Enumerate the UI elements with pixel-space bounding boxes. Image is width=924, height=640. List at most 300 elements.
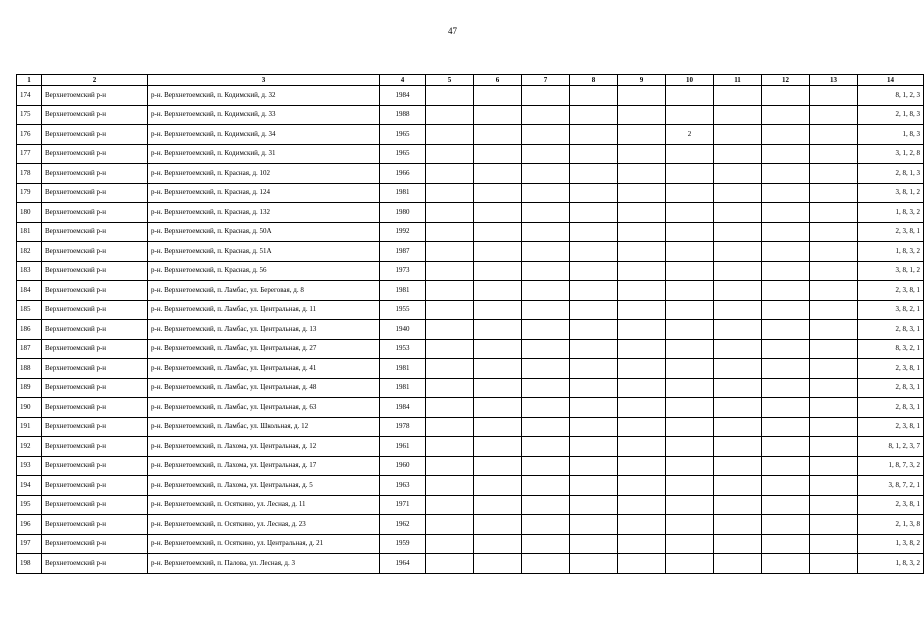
- column-10-cell: [666, 242, 714, 262]
- column-9-cell: [618, 261, 666, 281]
- address-cell: р-н. Верхнетоемский, п. Лахома, ул. Центральная, д. 12: [148, 437, 380, 457]
- column-12-cell: [762, 437, 810, 457]
- column-5-cell: [426, 495, 474, 515]
- column-14-cell: 8, 1, 2, 3: [858, 86, 924, 106]
- column-13-cell: [810, 378, 858, 398]
- table-row: [17, 203, 924, 223]
- column-12-cell: [762, 320, 810, 340]
- column-14-cell: 1, 8, 3, 2: [858, 242, 924, 262]
- column-5-cell: [426, 398, 474, 418]
- column-12-cell: [762, 164, 810, 184]
- column-7-cell: [522, 495, 570, 515]
- column-13-cell: [810, 476, 858, 496]
- column-6-cell: [474, 242, 522, 262]
- column-9-cell: [618, 534, 666, 554]
- table-row: [17, 261, 924, 281]
- column-11-cell: [714, 144, 762, 164]
- address-cell: р-н. Верхнетоемский, п. Осяткино, ул. Лесная, д. 23: [148, 515, 380, 535]
- column-12-cell: [762, 222, 810, 242]
- column-12-cell: [762, 261, 810, 281]
- column-12-cell: [762, 105, 810, 125]
- column-8-cell: [570, 320, 618, 340]
- column-12-cell: [762, 515, 810, 535]
- column-13-cell: [810, 300, 858, 320]
- table-row: [17, 86, 924, 106]
- address-cell: р-н. Верхнетоемский, п. Ламбас, ул. Береговая, д. 8: [148, 281, 380, 301]
- year-cell: 1981: [380, 183, 426, 203]
- column-12-cell: [762, 281, 810, 301]
- address-cell: р-н. Верхнетоемский, п. Лахома, ул. Центральная, д. 17: [148, 456, 380, 476]
- column-8-cell: [570, 534, 618, 554]
- column-13-cell: [810, 339, 858, 359]
- column-5-cell: [426, 86, 474, 106]
- column-13-cell: [810, 242, 858, 262]
- column-14-cell: 2, 1, 8, 3: [858, 105, 924, 125]
- column-8-cell: [570, 495, 618, 515]
- address-cell: р-н. Верхнетоемский, п. Палова, ул. Лесная, д. 3: [148, 554, 380, 574]
- table-row: [17, 222, 924, 242]
- address-cell: р-н. Верхнетоемский, п. Осяткино, ул. Лесная, д. 11: [148, 495, 380, 515]
- column-9-cell: [618, 456, 666, 476]
- column-5-cell: [426, 222, 474, 242]
- address-cell: р-н. Верхнетоемский, п. Красная, д. 56: [148, 261, 380, 281]
- row-number-cell: 197: [17, 534, 42, 554]
- address-cell: р-н. Верхнетоемский, п. Ламбас, ул. Центральная, д. 11: [148, 300, 380, 320]
- column-9-cell: [618, 125, 666, 145]
- column-header-4: 4: [380, 75, 426, 86]
- column-6-cell: [474, 495, 522, 515]
- year-cell: 1981: [380, 281, 426, 301]
- column-6-cell: [474, 320, 522, 340]
- year-cell: 1940: [380, 320, 426, 340]
- table-row: [17, 398, 924, 418]
- column-14-cell: 3, 1, 2, 8: [858, 144, 924, 164]
- column-13-cell: [810, 144, 858, 164]
- column-7-cell: [522, 417, 570, 437]
- column-7-cell: [522, 281, 570, 301]
- row-number-cell: 193: [17, 456, 42, 476]
- address-cell: р-н. Верхнетоемский, п. Ламбас, ул. Центральная, д. 48: [148, 378, 380, 398]
- column-14-cell: 2, 8, 1, 3: [858, 164, 924, 184]
- table-row: [17, 320, 924, 340]
- column-14-cell: 1, 8, 7, 3, 2: [858, 456, 924, 476]
- column-9-cell: [618, 242, 666, 262]
- table-row: [17, 378, 924, 398]
- column-11-cell: [714, 281, 762, 301]
- column-5-cell: [426, 144, 474, 164]
- column-5-cell: [426, 242, 474, 262]
- row-number-cell: 182: [17, 242, 42, 262]
- column-11-cell: [714, 437, 762, 457]
- column-10-cell: [666, 320, 714, 340]
- column-11-cell: [714, 476, 762, 496]
- table-row: [17, 359, 924, 379]
- year-cell: 1984: [380, 86, 426, 106]
- column-7-cell: [522, 515, 570, 535]
- column-8-cell: [570, 417, 618, 437]
- table-row: [17, 534, 924, 554]
- column-14-cell: 1, 8, 3, 2: [858, 203, 924, 223]
- column-8-cell: [570, 222, 618, 242]
- column-6-cell: [474, 203, 522, 223]
- column-6-cell: [474, 437, 522, 457]
- column-10-cell: [666, 222, 714, 242]
- year-cell: 1963: [380, 476, 426, 496]
- column-6-cell: [474, 359, 522, 379]
- address-cell: р-н. Верхнетоемский, п. Красная, д. 132: [148, 203, 380, 223]
- column-11-cell: [714, 378, 762, 398]
- year-cell: 1955: [380, 300, 426, 320]
- district-cell: Верхнетоемский р-н: [42, 417, 148, 437]
- column-14-cell: 3, 8, 2, 1: [858, 300, 924, 320]
- column-6-cell: [474, 300, 522, 320]
- column-9-cell: [618, 222, 666, 242]
- column-5-cell: [426, 378, 474, 398]
- column-10-cell: [666, 456, 714, 476]
- year-cell: 1965: [380, 144, 426, 164]
- column-12-cell: [762, 359, 810, 379]
- column-10-cell: [666, 183, 714, 203]
- column-14-cell: 2, 3, 8, 1: [858, 417, 924, 437]
- column-6-cell: [474, 378, 522, 398]
- column-10-cell: [666, 281, 714, 301]
- table-row: [17, 242, 924, 262]
- column-14-cell: 1, 3, 8, 2: [858, 534, 924, 554]
- table-row: [17, 339, 924, 359]
- column-9-cell: [618, 164, 666, 184]
- column-10-cell: [666, 398, 714, 418]
- table-body: [17, 86, 924, 574]
- column-14-cell: 3, 8, 7, 2, 1: [858, 476, 924, 496]
- column-6-cell: [474, 261, 522, 281]
- row-number-cell: 192: [17, 437, 42, 457]
- district-cell: Верхнетоемский р-н: [42, 437, 148, 457]
- page-number: 47: [448, 26, 457, 36]
- column-14-cell: 2, 3, 8, 1: [858, 359, 924, 379]
- column-7-cell: [522, 261, 570, 281]
- column-9-cell: [618, 378, 666, 398]
- row-number-cell: 174: [17, 86, 42, 106]
- district-cell: Верхнетоемский р-н: [42, 359, 148, 379]
- column-7-cell: [522, 125, 570, 145]
- column-5-cell: [426, 534, 474, 554]
- row-number-cell: 191: [17, 417, 42, 437]
- column-8-cell: [570, 144, 618, 164]
- column-12-cell: [762, 183, 810, 203]
- district-cell: Верхнетоемский р-н: [42, 300, 148, 320]
- column-7-cell: [522, 476, 570, 496]
- column-14-cell: 1, 8, 3: [858, 125, 924, 145]
- column-9-cell: [618, 515, 666, 535]
- year-cell: 1981: [380, 378, 426, 398]
- column-11-cell: [714, 242, 762, 262]
- column-6-cell: [474, 164, 522, 184]
- column-8-cell: [570, 183, 618, 203]
- column-10-cell: [666, 359, 714, 379]
- column-7-cell: [522, 339, 570, 359]
- column-10-cell: [666, 300, 714, 320]
- column-8-cell: [570, 437, 618, 457]
- column-8-cell: [570, 242, 618, 262]
- column-5-cell: [426, 125, 474, 145]
- column-12-cell: [762, 203, 810, 223]
- column-11-cell: [714, 339, 762, 359]
- year-cell: 1992: [380, 222, 426, 242]
- column-8-cell: [570, 554, 618, 574]
- column-6-cell: [474, 281, 522, 301]
- column-7-cell: [522, 164, 570, 184]
- column-5-cell: [426, 105, 474, 125]
- table-row: [17, 281, 924, 301]
- column-7-cell: [522, 86, 570, 106]
- column-7-cell: [522, 183, 570, 203]
- column-11-cell: [714, 125, 762, 145]
- row-number-cell: 179: [17, 183, 42, 203]
- district-cell: Верхнетоемский р-н: [42, 554, 148, 574]
- column-8-cell: [570, 378, 618, 398]
- column-10-cell: [666, 86, 714, 106]
- column-13-cell: [810, 222, 858, 242]
- column-8-cell: [570, 164, 618, 184]
- column-8-cell: [570, 476, 618, 496]
- column-12-cell: [762, 339, 810, 359]
- column-13-cell: [810, 417, 858, 437]
- year-cell: 1966: [380, 164, 426, 184]
- year-cell: 1984: [380, 398, 426, 418]
- column-6-cell: [474, 144, 522, 164]
- column-13-cell: [810, 359, 858, 379]
- table-row: [17, 144, 924, 164]
- address-cell: р-н. Верхнетоемский, п. Красная, д. 50А: [148, 222, 380, 242]
- column-10-cell: [666, 417, 714, 437]
- district-cell: Верхнетоемский р-н: [42, 222, 148, 242]
- column-header-14: 14: [858, 75, 924, 86]
- district-cell: Верхнетоемский р-н: [42, 534, 148, 554]
- column-12-cell: [762, 554, 810, 574]
- row-number-cell: 181: [17, 222, 42, 242]
- column-6-cell: [474, 125, 522, 145]
- column-9-cell: [618, 300, 666, 320]
- column-12-cell: [762, 242, 810, 262]
- address-cell: р-н. Верхнетоемский, п. Кодимский, д. 34: [148, 125, 380, 145]
- address-cell: р-н. Верхнетоемский, п. Осяткино, ул. Центральная, д. 21: [148, 534, 380, 554]
- row-number-cell: 190: [17, 398, 42, 418]
- table-row: [17, 183, 924, 203]
- year-cell: 1962: [380, 515, 426, 535]
- column-10-cell: [666, 495, 714, 515]
- table-row: [17, 164, 924, 184]
- column-9-cell: [618, 476, 666, 496]
- row-number-cell: 178: [17, 164, 42, 184]
- address-cell: р-н. Верхнетоемский, п. Лахома, ул. Центральная, д. 5: [148, 476, 380, 496]
- year-cell: 1959: [380, 534, 426, 554]
- column-6-cell: [474, 417, 522, 437]
- column-13-cell: [810, 495, 858, 515]
- table-row: [17, 554, 924, 574]
- column-10-cell: [666, 378, 714, 398]
- table-row: [17, 417, 924, 437]
- column-10-cell: [666, 437, 714, 457]
- column-7-cell: [522, 203, 570, 223]
- column-10-cell: [666, 515, 714, 535]
- row-number-cell: 177: [17, 144, 42, 164]
- column-12-cell: [762, 300, 810, 320]
- year-cell: 1973: [380, 261, 426, 281]
- column-14-cell: 1, 8, 3, 2: [858, 554, 924, 574]
- column-12-cell: [762, 534, 810, 554]
- column-6-cell: [474, 105, 522, 125]
- column-6-cell: [474, 554, 522, 574]
- column-11-cell: [714, 164, 762, 184]
- district-cell: Верхнетоемский р-н: [42, 320, 148, 340]
- column-12-cell: [762, 86, 810, 106]
- column-11-cell: [714, 320, 762, 340]
- column-5-cell: [426, 164, 474, 184]
- column-6-cell: [474, 534, 522, 554]
- district-cell: Верхнетоемский р-н: [42, 378, 148, 398]
- district-cell: Верхнетоемский р-н: [42, 281, 148, 301]
- row-number-cell: 188: [17, 359, 42, 379]
- column-12-cell: [762, 456, 810, 476]
- column-7-cell: [522, 398, 570, 418]
- address-cell: р-н. Верхнетоемский, п. Красная, д. 102: [148, 164, 380, 184]
- column-5-cell: [426, 183, 474, 203]
- column-12-cell: [762, 125, 810, 145]
- column-11-cell: [714, 534, 762, 554]
- address-cell: р-н. Верхнетоемский, п. Ламбас, ул. Школьная, д. 12: [148, 417, 380, 437]
- column-10-cell: [666, 203, 714, 223]
- column-11-cell: [714, 222, 762, 242]
- column-12-cell: [762, 495, 810, 515]
- district-cell: Верхнетоемский р-н: [42, 144, 148, 164]
- column-14-cell: 8, 1, 2, 3, 7: [858, 437, 924, 457]
- address-cell: р-н. Верхнетоемский, п. Красная, д. 51А: [148, 242, 380, 262]
- column-11-cell: [714, 456, 762, 476]
- column-5-cell: [426, 203, 474, 223]
- column-13-cell: [810, 456, 858, 476]
- table-row: [17, 476, 924, 496]
- column-8-cell: [570, 105, 618, 125]
- row-number-cell: 187: [17, 339, 42, 359]
- year-cell: 1964: [380, 554, 426, 574]
- column-14-cell: 3, 8, 1, 2: [858, 261, 924, 281]
- address-cell: р-н. Верхнетоемский, п. Ламбас, ул. Центральная, д. 13: [148, 320, 380, 340]
- column-9-cell: [618, 437, 666, 457]
- table-row: [17, 456, 924, 476]
- column-5-cell: [426, 437, 474, 457]
- column-14-cell: 2, 8, 3, 1: [858, 398, 924, 418]
- column-10-cell: [666, 339, 714, 359]
- column-8-cell: [570, 281, 618, 301]
- column-12-cell: [762, 378, 810, 398]
- column-6-cell: [474, 339, 522, 359]
- column-11-cell: [714, 300, 762, 320]
- column-6-cell: [474, 86, 522, 106]
- header-row: [17, 75, 924, 86]
- column-8-cell: [570, 456, 618, 476]
- column-7-cell: [522, 554, 570, 574]
- column-14-cell: 8, 3, 2, 1: [858, 339, 924, 359]
- column-10-cell: [666, 554, 714, 574]
- column-12-cell: [762, 476, 810, 496]
- column-6-cell: [474, 222, 522, 242]
- column-8-cell: [570, 261, 618, 281]
- column-12-cell: [762, 398, 810, 418]
- column-13-cell: [810, 554, 858, 574]
- column-header-13: 13: [810, 75, 858, 86]
- table-row: [17, 300, 924, 320]
- address-cell: р-н. Верхнетоемский, п. Ламбас, ул. Центральная, д. 63: [148, 398, 380, 418]
- column-9-cell: [618, 398, 666, 418]
- district-cell: Верхнетоемский р-н: [42, 183, 148, 203]
- row-number-cell: 198: [17, 554, 42, 574]
- registry-table: [16, 74, 924, 574]
- column-7-cell: [522, 456, 570, 476]
- column-5-cell: [426, 515, 474, 535]
- column-7-cell: [522, 242, 570, 262]
- year-cell: 1971: [380, 495, 426, 515]
- column-6-cell: [474, 476, 522, 496]
- column-5-cell: [426, 300, 474, 320]
- column-11-cell: [714, 86, 762, 106]
- column-5-cell: [426, 261, 474, 281]
- column-5-cell: [426, 359, 474, 379]
- column-13-cell: [810, 86, 858, 106]
- address-cell: р-н. Верхнетоемский, п. Ламбас, ул. Центральная, д. 41: [148, 359, 380, 379]
- column-10-cell: [666, 144, 714, 164]
- address-cell: р-н. Верхнетоемский, п. Ламбас, ул. Центральная, д. 27: [148, 339, 380, 359]
- column-5-cell: [426, 554, 474, 574]
- district-cell: Верхнетоемский р-н: [42, 242, 148, 262]
- column-9-cell: [618, 417, 666, 437]
- column-5-cell: [426, 417, 474, 437]
- column-11-cell: [714, 515, 762, 535]
- column-13-cell: [810, 534, 858, 554]
- column-7-cell: [522, 144, 570, 164]
- column-10-cell: [666, 534, 714, 554]
- column-6-cell: [474, 456, 522, 476]
- column-14-cell: 3, 8, 1, 2: [858, 183, 924, 203]
- column-10-cell: [666, 164, 714, 184]
- column-9-cell: [618, 203, 666, 223]
- column-12-cell: [762, 417, 810, 437]
- column-11-cell: [714, 203, 762, 223]
- column-13-cell: [810, 125, 858, 145]
- year-cell: 1953: [380, 339, 426, 359]
- column-9-cell: [618, 554, 666, 574]
- row-number-cell: 194: [17, 476, 42, 496]
- address-cell: р-н. Верхнетоемский, п. Кодимский, д. 33: [148, 105, 380, 125]
- column-header-3: 3: [148, 75, 380, 86]
- column-8-cell: [570, 86, 618, 106]
- column-9-cell: [618, 105, 666, 125]
- row-number-cell: 189: [17, 378, 42, 398]
- row-number-cell: 183: [17, 261, 42, 281]
- column-11-cell: [714, 417, 762, 437]
- column-7-cell: [522, 437, 570, 457]
- column-9-cell: [618, 359, 666, 379]
- column-10-cell: [666, 105, 714, 125]
- column-11-cell: [714, 554, 762, 574]
- column-13-cell: [810, 183, 858, 203]
- row-number-cell: 195: [17, 495, 42, 515]
- address-cell: р-н. Верхнетоемский, п. Кодимский, д. 32: [148, 86, 380, 106]
- column-13-cell: [810, 164, 858, 184]
- year-cell: 1961: [380, 437, 426, 457]
- column-11-cell: [714, 105, 762, 125]
- column-8-cell: [570, 339, 618, 359]
- column-13-cell: [810, 203, 858, 223]
